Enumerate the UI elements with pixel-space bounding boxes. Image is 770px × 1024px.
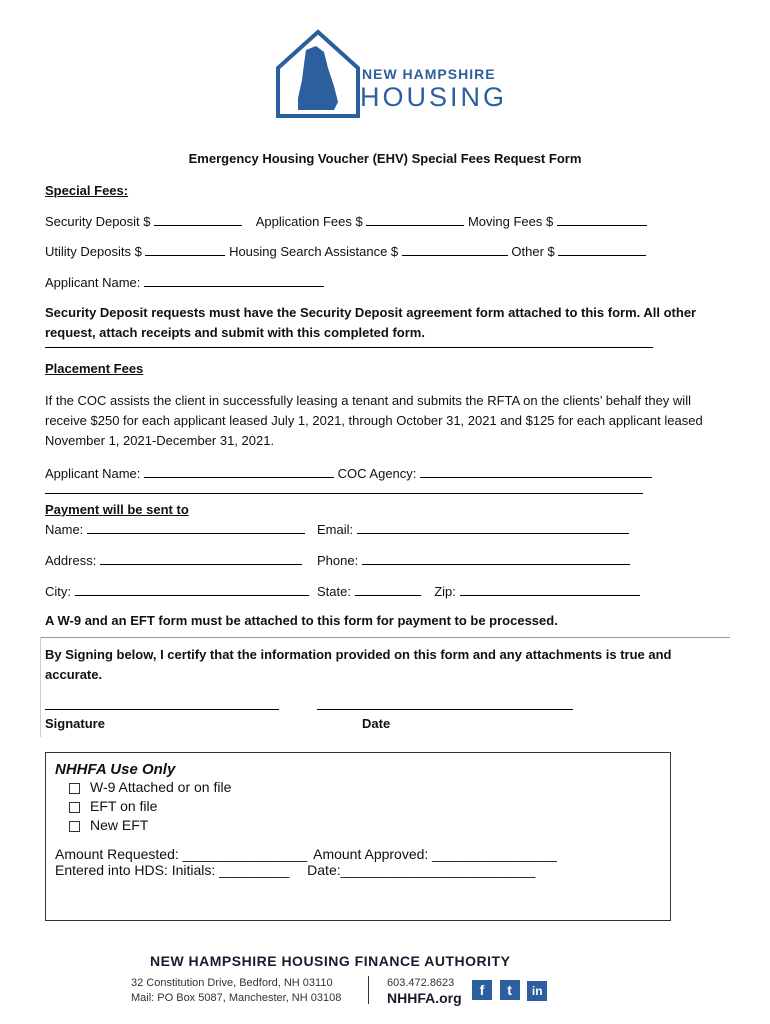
- payment-state-row: [317, 582, 640, 599]
- payment-phone-field[interactable]: [362, 551, 630, 565]
- social-icons: [468, 980, 547, 1001]
- date-label: Date: [362, 716, 391, 731]
- payment-city-row: [45, 582, 309, 599]
- logo: [276, 28, 508, 120]
- amount-approved: Amount Approved: ________________: [313, 846, 557, 862]
- payment-address-field[interactable]: [100, 551, 302, 565]
- coc-agency-field[interactable]: [420, 464, 652, 478]
- form-title: Emergency Housing Voucher (EHV) Special Fees Request Form: [188, 151, 582, 166]
- application-fees-label: Application Fees $: [255, 214, 363, 229]
- moving-fees-field[interactable]: [557, 212, 647, 226]
- footer-address-2: Mail: PO Box 5087, Manchester, NH 03108: [131, 992, 342, 1004]
- security-deposit-notice: Security Deposit requests must have the Security Deposit agreement form attached to this form. All other request, attach receipts and submit with this completed form.: [45, 305, 697, 340]
- payment-state-label: State:: [317, 584, 351, 599]
- office-use-checklist: [69, 778, 557, 835]
- other-label: Other $: [511, 244, 555, 259]
- security-deposit-label: Security Deposit $: [45, 214, 151, 229]
- house-state-logo-icon: [276, 28, 366, 120]
- footer-separator: [368, 976, 369, 1004]
- payment-city-label: City:: [45, 584, 71, 599]
- housing-search-field[interactable]: [402, 242, 508, 256]
- special-fees-heading: Special Fees:: [45, 183, 129, 198]
- checkbox-icon[interactable]: [69, 802, 80, 813]
- entered-hds: Entered into HDS: Initials: _________: [55, 862, 290, 878]
- checklist-item[interactable]: EFT on file: [69, 797, 557, 816]
- amount-requested: Amount Requested: ________________: [55, 846, 308, 862]
- payment-email-row: [317, 520, 629, 537]
- facebook-icon[interactable]: f: [472, 980, 492, 1000]
- footer-website[interactable]: NHHFA.org: [387, 990, 462, 1006]
- office-use-heading: NHHFA Use Only: [55, 761, 176, 778]
- payment-zip-field[interactable]: [460, 582, 640, 596]
- special-fees-applicant-row: [45, 273, 324, 290]
- office-use-amount-row: [55, 846, 557, 862]
- placement-applicant-field[interactable]: [144, 464, 334, 478]
- divider-1: [45, 347, 653, 348]
- office-use-hds-row: [55, 862, 557, 878]
- special-fees-row-1: [45, 212, 647, 229]
- date-line[interactable]: [317, 709, 573, 710]
- checklist-item[interactable]: New EFT: [69, 816, 557, 835]
- utility-deposits-label: Utility Deposits $: [45, 244, 142, 259]
- payment-address-label: Address:: [45, 553, 97, 568]
- special-fees-row-2: [45, 242, 646, 259]
- placement-applicant-row: [45, 464, 652, 481]
- placement-applicant-label: Applicant Name:: [45, 466, 141, 481]
- office-use-date: Date:_________________________: [307, 862, 536, 878]
- payment-name-label: Name:: [45, 522, 84, 537]
- utility-deposits-field[interactable]: [145, 242, 225, 256]
- signature-label: Signature: [45, 716, 105, 731]
- applicant-name-field[interactable]: [144, 273, 324, 287]
- checkbox-icon[interactable]: [69, 783, 80, 794]
- payment-phone-label: Phone:: [317, 553, 359, 568]
- payment-address-row: [45, 551, 302, 568]
- footer-address-1: 32 Constitution Drive, Bedford, NH 03110: [131, 977, 333, 989]
- office-use-box: [45, 752, 671, 921]
- logo-line1: NEW HAMPSHIRE: [362, 66, 496, 82]
- twitter-icon[interactable]: t: [500, 980, 520, 1000]
- footer-phone: 603.472.8623: [387, 977, 455, 989]
- payment-name-field[interactable]: [87, 520, 305, 534]
- w9-notice: A W-9 and an EFT form must be attached to this form for payment to be processed.: [45, 613, 558, 628]
- signature-line[interactable]: [45, 709, 279, 710]
- divider-2: [45, 493, 643, 494]
- payment-name-row: [45, 520, 305, 537]
- payment-heading: Payment will be sent to: [45, 502, 189, 517]
- certification-text: By Signing below, I certify that the information provided on this form and any attachments is true and accurate.: [45, 647, 672, 682]
- placement-fees-heading: Placement Fees: [45, 361, 144, 376]
- office-use-content: [55, 761, 557, 878]
- applicant-name-label: Applicant Name:: [45, 275, 141, 290]
- security-deposit-field[interactable]: [154, 212, 242, 226]
- checklist-item[interactable]: W-9 Attached or on file: [69, 778, 557, 797]
- placement-fees-body: If the COC assists the client in successfully leasing a tenant and submits the RFTA on the clients’ behalf they will receive $250 for each applicant leased July 1, 2021, through October 31, 2021 and $125 for each applicant leased November 1, 2021-December 31, 2021.: [45, 393, 703, 448]
- moving-fees-label: Moving Fees $: [467, 214, 554, 229]
- payment-email-label: Email:: [317, 522, 354, 537]
- other-field[interactable]: [558, 242, 646, 256]
- payment-zip-label: Zip:: [434, 584, 456, 599]
- application-fees-field[interactable]: [366, 212, 464, 226]
- footer-title: NEW HAMPSHIRE HOUSING FINANCE AUTHORITY: [150, 953, 511, 969]
- logo-line2: HOUSING: [360, 82, 508, 112]
- coc-agency-label: COC Agency:: [337, 466, 417, 481]
- payment-phone-row: [317, 551, 630, 568]
- payment-city-field[interactable]: [75, 582, 309, 596]
- linkedin-icon[interactable]: in: [527, 981, 547, 1001]
- payment-state-field[interactable]: [355, 582, 421, 596]
- housing-search-label: Housing Search Assistance $: [229, 244, 399, 259]
- checkbox-icon[interactable]: [69, 821, 80, 832]
- payment-email-field[interactable]: [357, 520, 629, 534]
